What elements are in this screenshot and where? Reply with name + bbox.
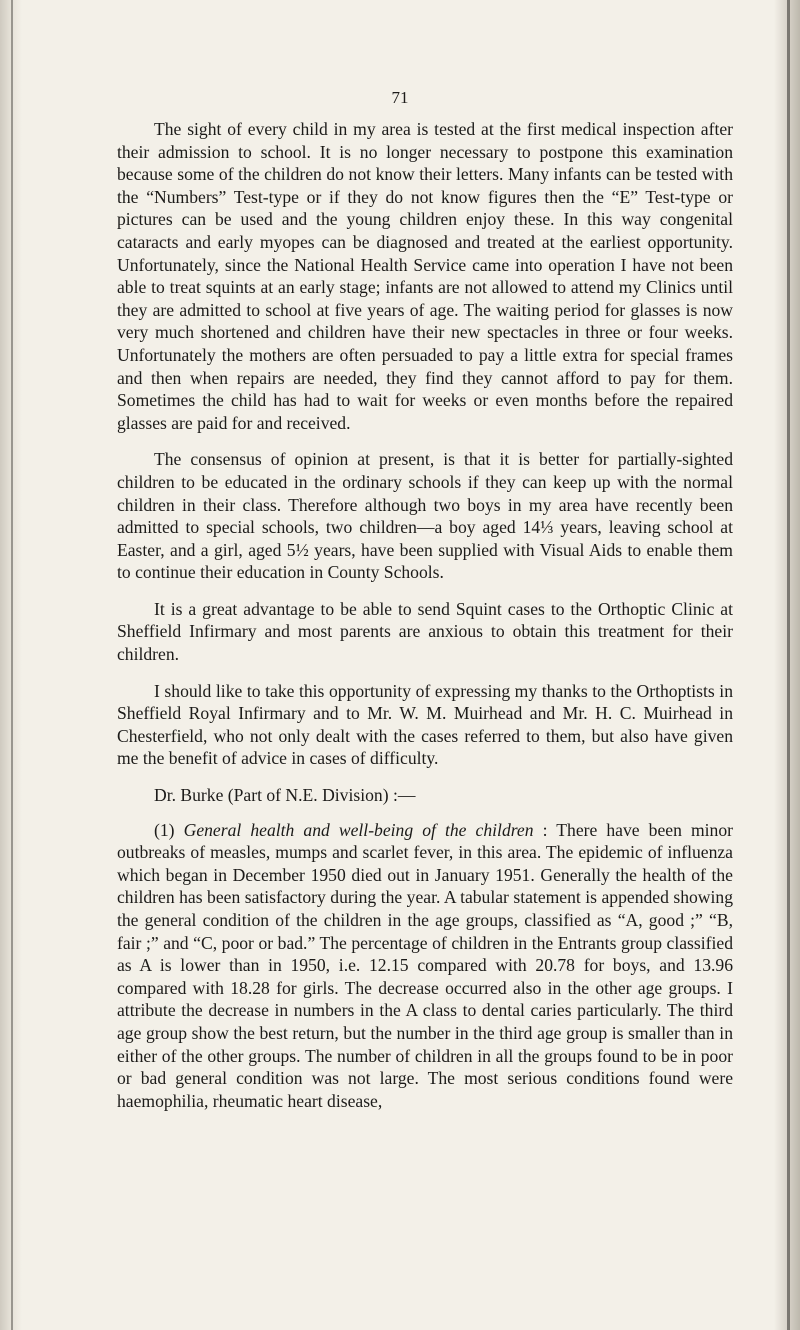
paragraph-sight-testing: The sight of every child in my area is tested at the first medical inspection after their admission to school. It is no longer necessary to postpone this examination because some of the children do not know their letters. Many infants can be tested with the “Numbers” Test-type or if they do not know figures then the “E” Test-type or pictures can be used and the young children enjoy these. In this way congenital cataracts and early myopes can be diagnosed and treated at the earliest opportunity. Unfortunately, since the National Health Service came into operation I have not been able to treat squints at an early stage; infants are not allowed to attend my Clinics until they are admitted to school at five years of age. The waiting period for glasses is now very much shortened and children have their new spectacles in three or four weeks. Unfortunately the mothers are often persuaded to pay a little extra for special frames and then when repairs are needed, they find they cannot afford to pay for them. Sometimes the child has had to wait for weeks or even months before the repaired glasses are paid for and received. (117, 119, 733, 433)
page-number: 71 (391, 88, 409, 107)
section-text: There have been minor outbreaks of measles, mumps and scarlet fever, in this area. The epidemic of influenza which began in December 1950 died out in January 1951. Generally the health of the children has been satisfactory during the year. A tabular statement is appended showing the general condition of the children in the age groups, classified as “A, good ;” “B, fair ;” and “C, poor or bad.” The percentage of children in the Entrants group classified as A is lower than in 1950, i.e. 12.15 compared with 20.78 for boys, and 13.96 compared with 18.28 for girls. The decrease occurred also in the other age groups. I attribute the decrease in numbers in the A class to dental caries particularly. The third age group show the best return, but the number in the third age group is smaller than in either of the other groups. The number of children in all the groups found to be in poor or bad general condition was not large. The most serious conditions found were haemophilia, rheumatic heart disease, (117, 819, 733, 1111)
paragraph-division-heading: Dr. Burke (Part of N.E. Division) :— (154, 785, 416, 806)
paragraph-thanks: I should like to take this opportunity of expressing my thanks to the Orthoptists in Sheffield Royal Infirmary and to Mr. W. M. Muirhead and Mr. H. C. Muirhead in Chesterfield, who not only dealt with the cases referred to them, but also have given me the benefit of advice in cases of difficulty. (117, 680, 733, 769)
paragraph-partially-sighted: The consensus of opinion at present, is that it is better for partially-sighted children to be educated in the ordinary schools if they can keep up with the normal children in their class. Therefore although two boys in my area have recently been admitted to special schools, two children—a boy aged 14⅓ years, leaving school at Easter, and a girl, aged 5½ years, have been supplied with Visual Aids to enable them to continue their education in County Schools. (117, 449, 733, 583)
section-number: (1) (154, 819, 175, 840)
right-binding-line (787, 0, 790, 1330)
document-body (117, 118, 733, 1126)
section-separator: : (533, 819, 557, 840)
section-heading: General health and well-being of the children (183, 819, 534, 840)
paragraph-orthoptic-clinic: It is a great advantage to be able to send Squint cases to the Orthoptic Clinic at Sheffield Infirmary and most parents are anxious to obtain this treatment for their children. (117, 598, 733, 665)
left-binding-line (11, 0, 13, 1330)
paragraph-general-health (117, 819, 733, 1113)
